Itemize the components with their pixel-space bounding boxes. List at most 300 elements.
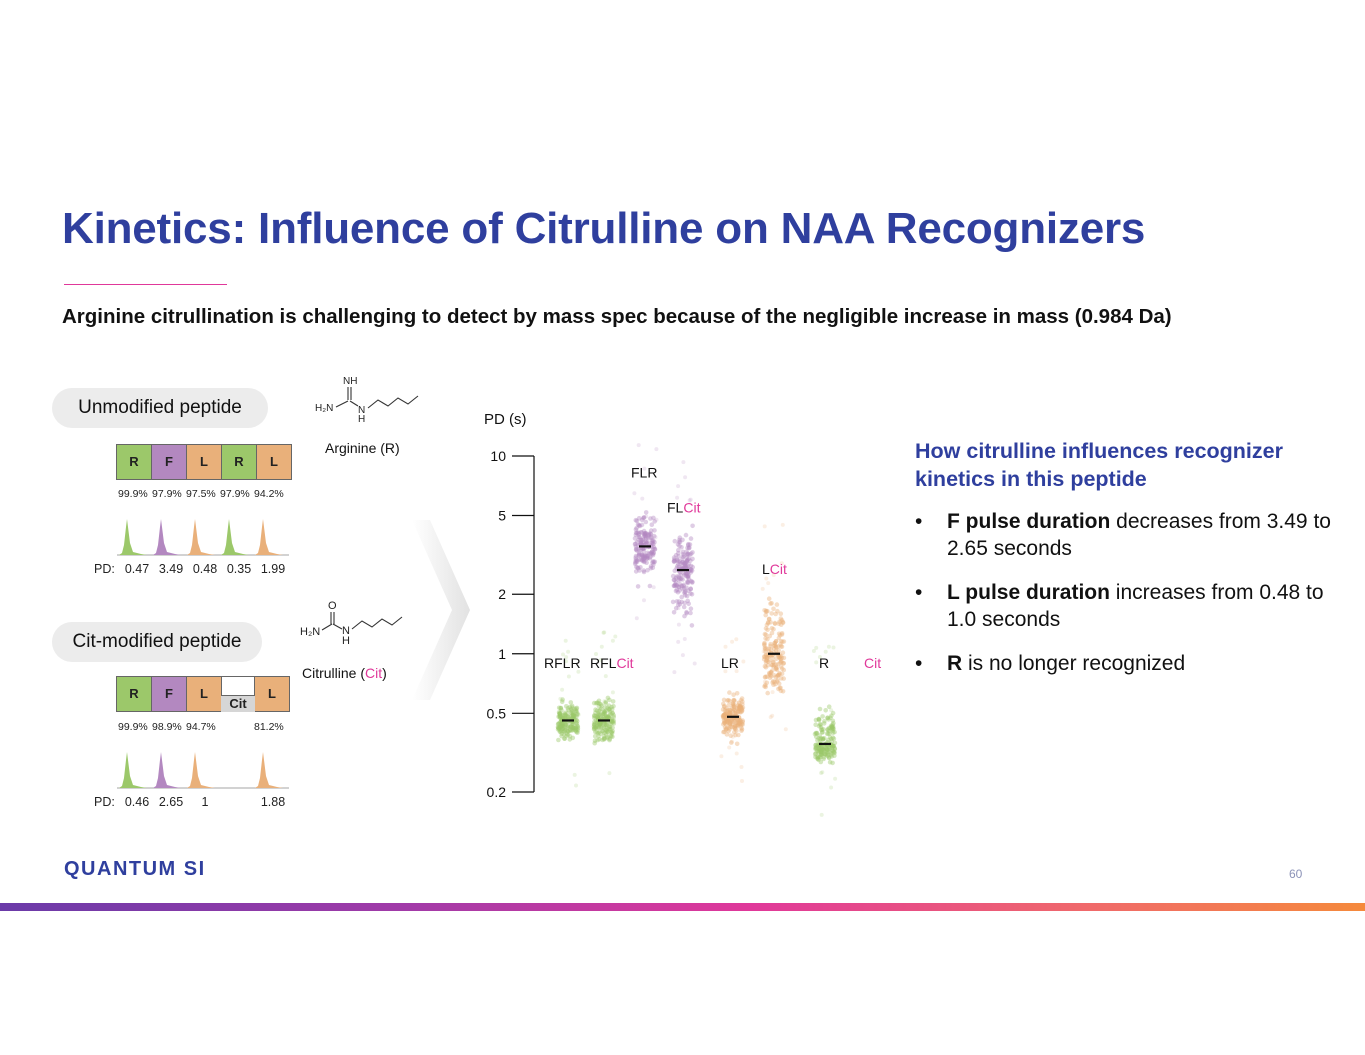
unmodified-peptide-label: Unmodified peptide	[52, 388, 268, 428]
series-3-point	[675, 588, 680, 593]
series-5-point	[777, 636, 782, 641]
series-1-point	[602, 712, 607, 717]
arginine-structure	[312, 372, 424, 424]
series-1-point	[595, 738, 600, 743]
series-3-point	[690, 524, 695, 529]
series-6-point	[816, 717, 821, 722]
series-0-point	[570, 725, 575, 730]
series-1-outlier	[613, 635, 617, 639]
citrulline-h: H	[342, 635, 350, 647]
unmodified-histograms	[117, 515, 292, 557]
unmodified-histogram-1	[153, 519, 181, 555]
series-6-outlier	[829, 727, 833, 731]
series-2-point	[645, 568, 650, 573]
series-4-outlier	[740, 765, 744, 769]
series-3-point	[679, 595, 684, 600]
modified-percent-4: 81.2%	[254, 721, 284, 733]
series-5-point	[767, 634, 772, 639]
series-5-label	[762, 561, 787, 577]
series-5-outlier	[764, 577, 768, 581]
series-3-point	[682, 614, 687, 619]
series-4-point	[727, 690, 732, 695]
y-tick-label-5: 0.2	[486, 784, 506, 800]
series-5-outlier	[762, 649, 766, 653]
series-2-outlier	[654, 447, 658, 451]
series-4-point	[740, 727, 745, 732]
series-6-point	[818, 707, 823, 712]
series-5-point	[763, 636, 768, 641]
series-1-outlier	[600, 645, 604, 649]
series-5-outlier	[761, 587, 765, 591]
series-4-outlier	[734, 637, 738, 641]
y-tick-label-1: 5	[498, 507, 506, 524]
bullet-bold-text: R	[947, 652, 963, 675]
series-6-point	[814, 743, 819, 748]
series-0-outlier	[558, 697, 562, 701]
series-0-point	[570, 705, 575, 710]
series-0-point	[559, 734, 564, 739]
pd-scatter-chart	[470, 400, 900, 820]
series-3-point	[689, 536, 694, 541]
series-1-outlier	[604, 708, 608, 712]
series-5-point	[773, 622, 778, 627]
unmodified-percents	[117, 488, 292, 502]
bullet-list	[915, 508, 1335, 694]
series-0-point	[556, 738, 561, 743]
series-6-outlier	[829, 786, 833, 790]
series-5-point	[778, 657, 783, 662]
series-1-point	[611, 699, 616, 704]
series-6-label-part-0: R	[819, 654, 830, 671]
cit-modified-sequence	[117, 676, 290, 712]
series-2-point	[646, 536, 651, 541]
series-6-outlier	[820, 813, 824, 817]
series-6-point	[825, 716, 830, 721]
series-5-outlier	[779, 619, 783, 623]
unmodified-percent-2: 97.5%	[186, 488, 216, 500]
citrulline-n: N	[342, 625, 350, 637]
series-0-outlier	[560, 688, 564, 692]
series-5-point	[773, 612, 778, 617]
series-2-outlier	[637, 524, 641, 528]
unmodified-residue-4: L	[256, 444, 292, 480]
y-tick-label-4: 0.5	[486, 705, 506, 722]
unmodified-percent-0: 99.9%	[118, 488, 148, 500]
citrulline-h2n: H₂N	[300, 626, 321, 638]
series-2-point	[634, 527, 639, 532]
series-0-outlier	[564, 639, 568, 643]
series-6-point	[816, 751, 821, 756]
series-3-point	[686, 581, 691, 586]
modified-residue-0: R	[116, 676, 152, 712]
series-6-outlier	[812, 649, 816, 653]
series-2-point	[635, 559, 640, 564]
series-1-outlier	[602, 699, 606, 703]
series-6-point	[820, 748, 825, 753]
series-0-point	[556, 722, 561, 727]
series-5-outlier	[769, 715, 773, 719]
series-2-point	[652, 528, 657, 533]
series-1-point	[608, 710, 613, 715]
modified-histogram-1	[153, 752, 181, 788]
series-3-point	[679, 576, 684, 581]
series-3-outlier	[683, 637, 687, 641]
series-3-outlier	[677, 606, 681, 610]
series-6-point	[826, 738, 831, 743]
series-4-outlier	[737, 701, 741, 705]
arginine-n: N	[358, 405, 366, 416]
bullet-bold-text: F pulse duration	[947, 510, 1111, 533]
series-3-point	[690, 623, 695, 628]
series-5-point	[772, 646, 777, 651]
series-4-outlier	[724, 645, 728, 649]
unmodified-histogram-3	[221, 519, 249, 555]
series-2-point	[635, 565, 640, 570]
unmodified-pd-value-3: 0.35	[226, 562, 252, 576]
unmodified-percent-3: 97.9%	[220, 488, 250, 500]
series-4-outlier	[740, 779, 744, 783]
series-6-outlier	[833, 777, 837, 781]
series-2-outlier	[640, 497, 644, 501]
series-5-point	[779, 676, 784, 681]
series-6-outlier	[832, 646, 836, 650]
series-3-outlier	[683, 475, 687, 479]
series-2-point	[634, 544, 639, 549]
series-3-label-part-1: Cit	[683, 499, 701, 516]
page-number: 60	[1289, 867, 1303, 881]
series-5-point	[777, 632, 782, 637]
slide-title: Kinetics: Influence of Citrulline on NAA Recognizers	[62, 204, 1146, 253]
series-4-outlier	[719, 754, 723, 758]
citrulline-label: Citrulline (Cit)	[302, 665, 387, 681]
series-4-outlier	[731, 735, 735, 739]
modified-percent-2: 94.7%	[186, 721, 216, 733]
series-4-point	[736, 705, 741, 710]
series-5-label-part-1: Cit	[769, 561, 787, 578]
arginine-h2n: H₂N	[315, 403, 334, 414]
series-1-point	[606, 727, 611, 732]
series-5-point	[762, 641, 767, 646]
bullet-item-0	[915, 508, 1335, 562]
series-5-point	[769, 674, 774, 679]
series-6-point	[826, 753, 831, 758]
series-3-point	[685, 599, 690, 604]
series-3-point	[672, 584, 677, 589]
series-2-outlier	[637, 443, 641, 447]
series-2-outlier	[655, 518, 659, 522]
series-3-point	[684, 550, 689, 555]
series-2-outlier	[644, 514, 648, 518]
series-5-outlier	[763, 680, 767, 684]
modified-percent-1: 98.9%	[152, 721, 182, 733]
series-6-outlier	[827, 645, 831, 649]
series-1-label-part-1: Cit	[616, 654, 634, 671]
bullet-item-1	[915, 579, 1335, 633]
series-3-outlier	[681, 653, 685, 657]
series-5-point	[771, 607, 776, 612]
series-5-outlier	[766, 581, 770, 585]
series-5-point	[764, 665, 769, 670]
series-0-outlier	[577, 713, 581, 717]
series-0-point	[566, 733, 571, 738]
series-0-label	[544, 655, 581, 671]
modified-pd-value-4: 1.88	[260, 795, 286, 809]
series-3-point	[689, 551, 694, 556]
series-3-point	[685, 594, 690, 599]
series-4-outlier	[730, 740, 734, 744]
modified-histogram-0	[119, 752, 147, 788]
modified-residue-1: F	[151, 676, 187, 712]
modified-pd-value-0: 0.46	[124, 795, 150, 809]
series-4-point	[730, 722, 735, 727]
series-3-point	[688, 611, 693, 616]
series-3-outlier	[676, 484, 680, 488]
series-5-point	[763, 632, 768, 637]
series-1-point	[599, 707, 604, 712]
cit-modified-peptide-label: Cit-modified peptide	[52, 622, 262, 662]
cit-residue-text: Cit	[221, 695, 255, 712]
y-axis-label: PD (s)	[484, 411, 527, 428]
series-6-point	[820, 730, 825, 735]
series-5-point	[775, 602, 780, 607]
series-3-label	[667, 500, 701, 516]
series-1-label-part-0: RFL	[590, 654, 617, 671]
series-6-point	[816, 755, 821, 760]
series-5-point	[766, 621, 771, 626]
y-tick-label-0: 10	[490, 448, 506, 464]
series-2-outlier	[635, 616, 639, 620]
bullet-text: decreases from 3.49 to 2.65 seconds	[947, 510, 1331, 560]
series-6-point	[825, 728, 830, 733]
series-3-point	[686, 542, 691, 547]
series-5-outlier	[771, 690, 775, 694]
series-5-point	[769, 611, 774, 616]
modified-histogram-2	[187, 752, 215, 788]
series-4-outlier	[727, 746, 731, 750]
series-3-point	[686, 575, 691, 580]
bullet-bold-text: L pulse duration	[947, 581, 1110, 604]
arginine-nh: NH	[343, 376, 358, 387]
series-3-point	[689, 606, 694, 611]
series-4-point	[722, 713, 727, 718]
series-6-point	[821, 737, 826, 742]
series-0-point	[568, 737, 573, 742]
series-5-point	[772, 641, 777, 646]
series-1-outlier	[607, 771, 611, 775]
unmodified-percent-1: 97.9%	[152, 488, 182, 500]
series-3-point	[684, 533, 689, 538]
series-1-point	[592, 713, 597, 718]
series-3-point	[677, 544, 682, 549]
bullet-item-2	[915, 650, 1335, 677]
series-4-point	[722, 698, 727, 703]
series-6-outlier	[814, 660, 818, 664]
series-2-point	[637, 516, 642, 521]
series-4-point	[740, 696, 745, 701]
series-3-outlier	[693, 662, 697, 666]
series-2-point	[648, 556, 653, 561]
series-4-point	[736, 733, 741, 738]
series-2-point	[648, 516, 653, 521]
series-6-outlier	[824, 650, 828, 654]
series-6-point	[832, 736, 837, 741]
series-7-label-part-0: Cit	[864, 654, 882, 671]
modified-pd-value-2: 1	[201, 795, 209, 809]
series-0-outlier	[564, 710, 568, 714]
unmodified-histogram-0	[119, 519, 147, 555]
series-1-outlier	[592, 722, 596, 726]
series-0-point	[571, 713, 576, 718]
series-6-point	[823, 708, 828, 713]
bullet-dot: •	[915, 510, 923, 533]
series-2-point	[651, 550, 656, 555]
modified-residue-2: L	[186, 676, 222, 712]
series-4-point	[736, 710, 741, 715]
modified-percent-0: 99.9%	[118, 721, 148, 733]
series-0-outlier	[574, 784, 578, 788]
series-0-point	[563, 727, 568, 732]
unmodified-residue-0: R	[116, 444, 152, 480]
series-3-outlier	[681, 460, 685, 464]
series-0-label-part-0: RFLR	[544, 654, 581, 671]
slide-subtitle: Arginine citrullination is challenging to detect by mass spec because of the negligible increase in mass (0.984 Da)	[62, 305, 1172, 328]
unmodified-residue-1: F	[151, 444, 187, 480]
series-2-label	[631, 464, 657, 480]
series-2-label-part-0: FLR	[631, 464, 658, 481]
series-5-label-part-0: L	[762, 561, 770, 578]
series-3-point	[673, 539, 678, 544]
series-0-outlier	[558, 717, 562, 721]
series-0-point	[558, 730, 563, 735]
series-5-point	[778, 686, 783, 691]
series-5-point	[778, 642, 783, 647]
series-6-outlier	[829, 708, 833, 712]
modified-pd-value-1: 2.65	[158, 795, 184, 809]
y-tick-label-2: 2	[498, 586, 506, 603]
cit-modified-histograms	[117, 748, 292, 790]
modified-pd-prefix: PD:	[94, 795, 115, 809]
series-4-point	[721, 707, 726, 712]
citrulline-o: O	[328, 600, 337, 612]
series-4-outlier	[730, 640, 734, 644]
series-3-point	[690, 580, 695, 585]
series-4-point	[731, 692, 736, 697]
series-1-point	[607, 738, 612, 743]
series-1-outlier	[602, 630, 606, 634]
arginine-label: Arginine (R)	[325, 440, 400, 456]
unmodified-pd-value-2: 0.48	[192, 562, 218, 576]
bullet-dot: •	[915, 581, 923, 604]
series-3-point	[682, 605, 687, 610]
series-2-outlier	[652, 585, 656, 589]
series-5-outlier	[763, 524, 767, 528]
series-0-point	[574, 729, 579, 734]
series-3-point	[672, 610, 677, 615]
unmodified-sequence	[117, 444, 292, 480]
series-4-point	[724, 727, 729, 732]
series-3-point	[674, 576, 679, 581]
series-6-point	[814, 731, 819, 736]
series-4-point	[732, 704, 737, 709]
series-5-point	[767, 596, 772, 601]
series-3-point	[675, 599, 680, 604]
bullet-text: increases from 0.48 to 1.0 seconds	[947, 581, 1324, 631]
modified-residue-3	[221, 676, 255, 712]
unmodified-pd-value-0: 0.47	[124, 562, 150, 576]
series-4-outlier	[735, 752, 739, 756]
y-tick-label-3: 1	[498, 645, 506, 662]
cit-modified-percents	[117, 721, 292, 735]
series-5-point	[765, 691, 770, 696]
series-3-point	[690, 565, 695, 570]
series-2-outlier	[642, 598, 646, 602]
series-1-outlier	[611, 690, 615, 694]
series-3-point	[672, 559, 677, 564]
series-1-point	[600, 738, 605, 743]
series-3-point	[690, 557, 695, 562]
unmodified-histogram-4	[255, 519, 283, 555]
series-5-point	[770, 663, 775, 668]
arrow-chevron	[412, 520, 472, 700]
series-2-point	[639, 530, 644, 535]
series-3-point	[688, 587, 693, 592]
series-2-outlier	[644, 532, 648, 536]
series-0-outlier	[566, 650, 570, 654]
series-3-outlier	[676, 640, 680, 644]
unmodified-histogram-2	[187, 519, 215, 555]
series-6-point	[830, 761, 835, 766]
series-5-point	[769, 601, 774, 606]
series-0-point	[574, 706, 579, 711]
series-4-point	[735, 742, 740, 747]
series-3-label-part-0: FL	[667, 499, 684, 516]
series-5-point	[768, 642, 773, 647]
series-3-outlier	[672, 670, 676, 674]
series-1-point	[606, 696, 611, 701]
unmodified-pd-prefix: PD:	[94, 562, 115, 576]
series-1-point	[610, 731, 615, 736]
series-2-outlier	[632, 491, 636, 495]
series-2-point	[651, 562, 656, 567]
series-2-point	[648, 584, 653, 589]
series-4-point	[740, 708, 745, 713]
series-1-point	[611, 713, 616, 718]
series-5-outlier	[784, 727, 788, 731]
series-2-point	[636, 584, 641, 589]
series-5-point	[764, 658, 769, 663]
series-6-label	[819, 655, 829, 671]
unmodified-pd-value-4: 1.99	[260, 562, 286, 576]
series-4-point	[721, 702, 726, 707]
series-0-outlier	[573, 773, 577, 777]
series-6-outlier	[820, 770, 824, 774]
series-3-point	[680, 560, 685, 565]
series-1-point	[599, 715, 604, 720]
series-5-point	[771, 627, 776, 632]
bullet-dot: •	[915, 652, 923, 675]
series-5-outlier	[781, 523, 785, 527]
bottom-gradient-bar	[0, 903, 1365, 911]
series-2-point	[650, 522, 655, 527]
series-1-label	[590, 655, 634, 671]
title-underline	[64, 284, 227, 285]
series-6-point	[820, 714, 825, 719]
bullet-text: is no longer recognized	[962, 652, 1186, 675]
citrulline-structure	[298, 598, 410, 650]
series-4-label	[721, 655, 739, 671]
series-1-point	[597, 702, 602, 707]
series-0-point	[558, 706, 563, 711]
